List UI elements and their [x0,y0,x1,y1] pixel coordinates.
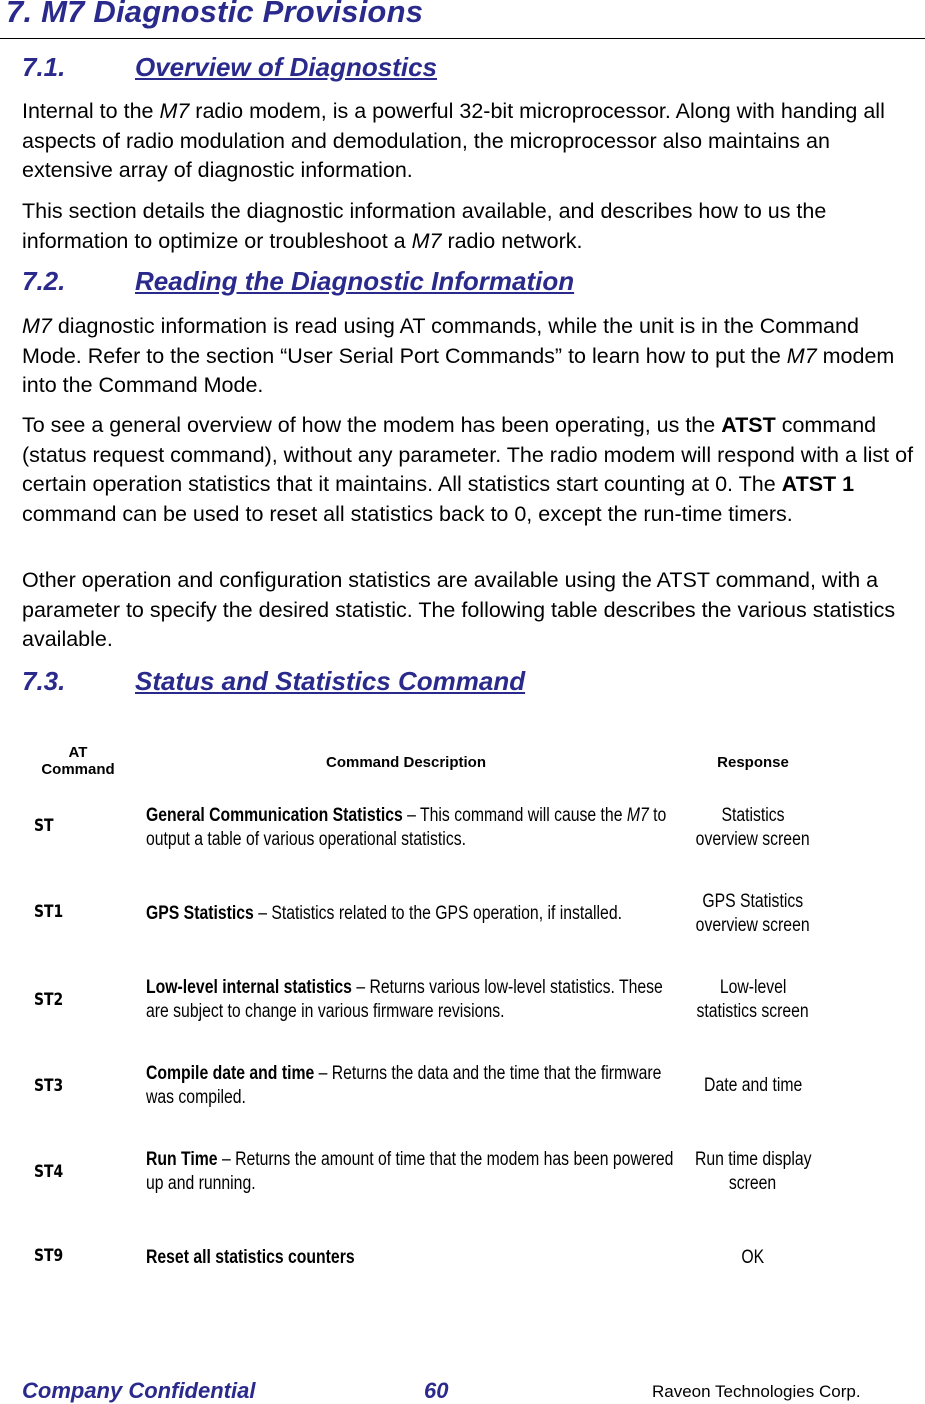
command-code: ST [34,816,54,836]
command-description: Reset all statistics counters [146,1247,355,1268]
footer-confidential: Company Confidential [22,1378,256,1403]
command-response: Low-level statistics screen [696,977,810,1022]
command-code: ST2 [34,990,64,1010]
chapter-number: 7. [6,0,33,29]
paragraph: Internal to the M7 radio modem, is a powerful 32-bit microprocessor. Along with handing all aspects of radio modulation and demodulation, the microprocessor also maintains an extensive array of diagnostic information. [22,99,885,182]
command-response: OK [741,1247,765,1268]
command-description: Run Time – Returns the amount of time that the modem has been powered up and running. [146,1149,674,1194]
command-description: GPS Statistics – Statistics related to the GPS operation, if installed. [146,903,622,924]
paragraph: Other operation and configuration statistics are available using the ATST command, with a parameter to specify the desired statistic. The following table describes the various statistics available. [22,568,896,651]
header-command-description: Command Description [325,754,487,771]
command-description: General Communication Statistics – This command will cause the M7 to output a table of various operational statistics. [146,805,667,850]
command-response: Statistics overview screen [696,805,810,850]
section-number: 7.2. [22,266,66,296]
section-heading [22,666,525,697]
section-title: Overview of Diagnostics [135,52,437,82]
command-code: ST3 [34,1076,64,1096]
command-code: ST4 [34,1162,64,1182]
command-description: Low-level internal statistics – Returns various low-level statistics. These are subject to change in various firmware revisions. [146,977,663,1022]
chapter-heading [6,0,423,30]
section-title: Reading the Diagnostic Information [135,266,575,296]
header-response: Response [717,754,789,771]
command-response: GPS Statistics overview screen [696,891,810,936]
paragraph: To see a general overview of how the modem has been operating, us the ATST command (status request command), without any parameter. The radio modem will respond with a list of certain operation statistics that it maintains. All statistics start counting at 0. The ATST 1 command can be used to reset all statistics back to 0, except the run-time timers. [22,413,914,526]
command-code: ST1 [34,902,64,922]
section-number: 7.1. [22,52,66,82]
heading-rule [0,38,925,39]
footer-company: Raveon Technologies Corp. [652,1382,861,1401]
header-at-command: AT Command [41,744,115,778]
paragraph: M7 diagnostic information is read using AT commands, while the unit is in the Command Mode. Refer to the section “User Serial Port Commands” to learn how to put the M7 modem into the Command Mode. [22,314,895,397]
command-description: Compile date and time – Returns the data and the time that the firmware was compiled. [146,1063,662,1108]
footer-page-number: 60 [424,1378,449,1403]
section-number: 7.3. [22,666,66,696]
command-response: Date and time [703,1075,803,1096]
paragraph: This section details the diagnostic information available, and describes how to us the information to optimize or troubleshoot a M7 radio network. [22,199,827,253]
command-code: ST9 [34,1246,64,1266]
section-heading [22,52,437,83]
command-response: Run time display screen [694,1149,812,1194]
chapter-title: M7 Diagnostic Provisions [41,0,424,29]
section-heading [22,266,574,297]
section-title: Status and Statistics Command [135,666,526,696]
